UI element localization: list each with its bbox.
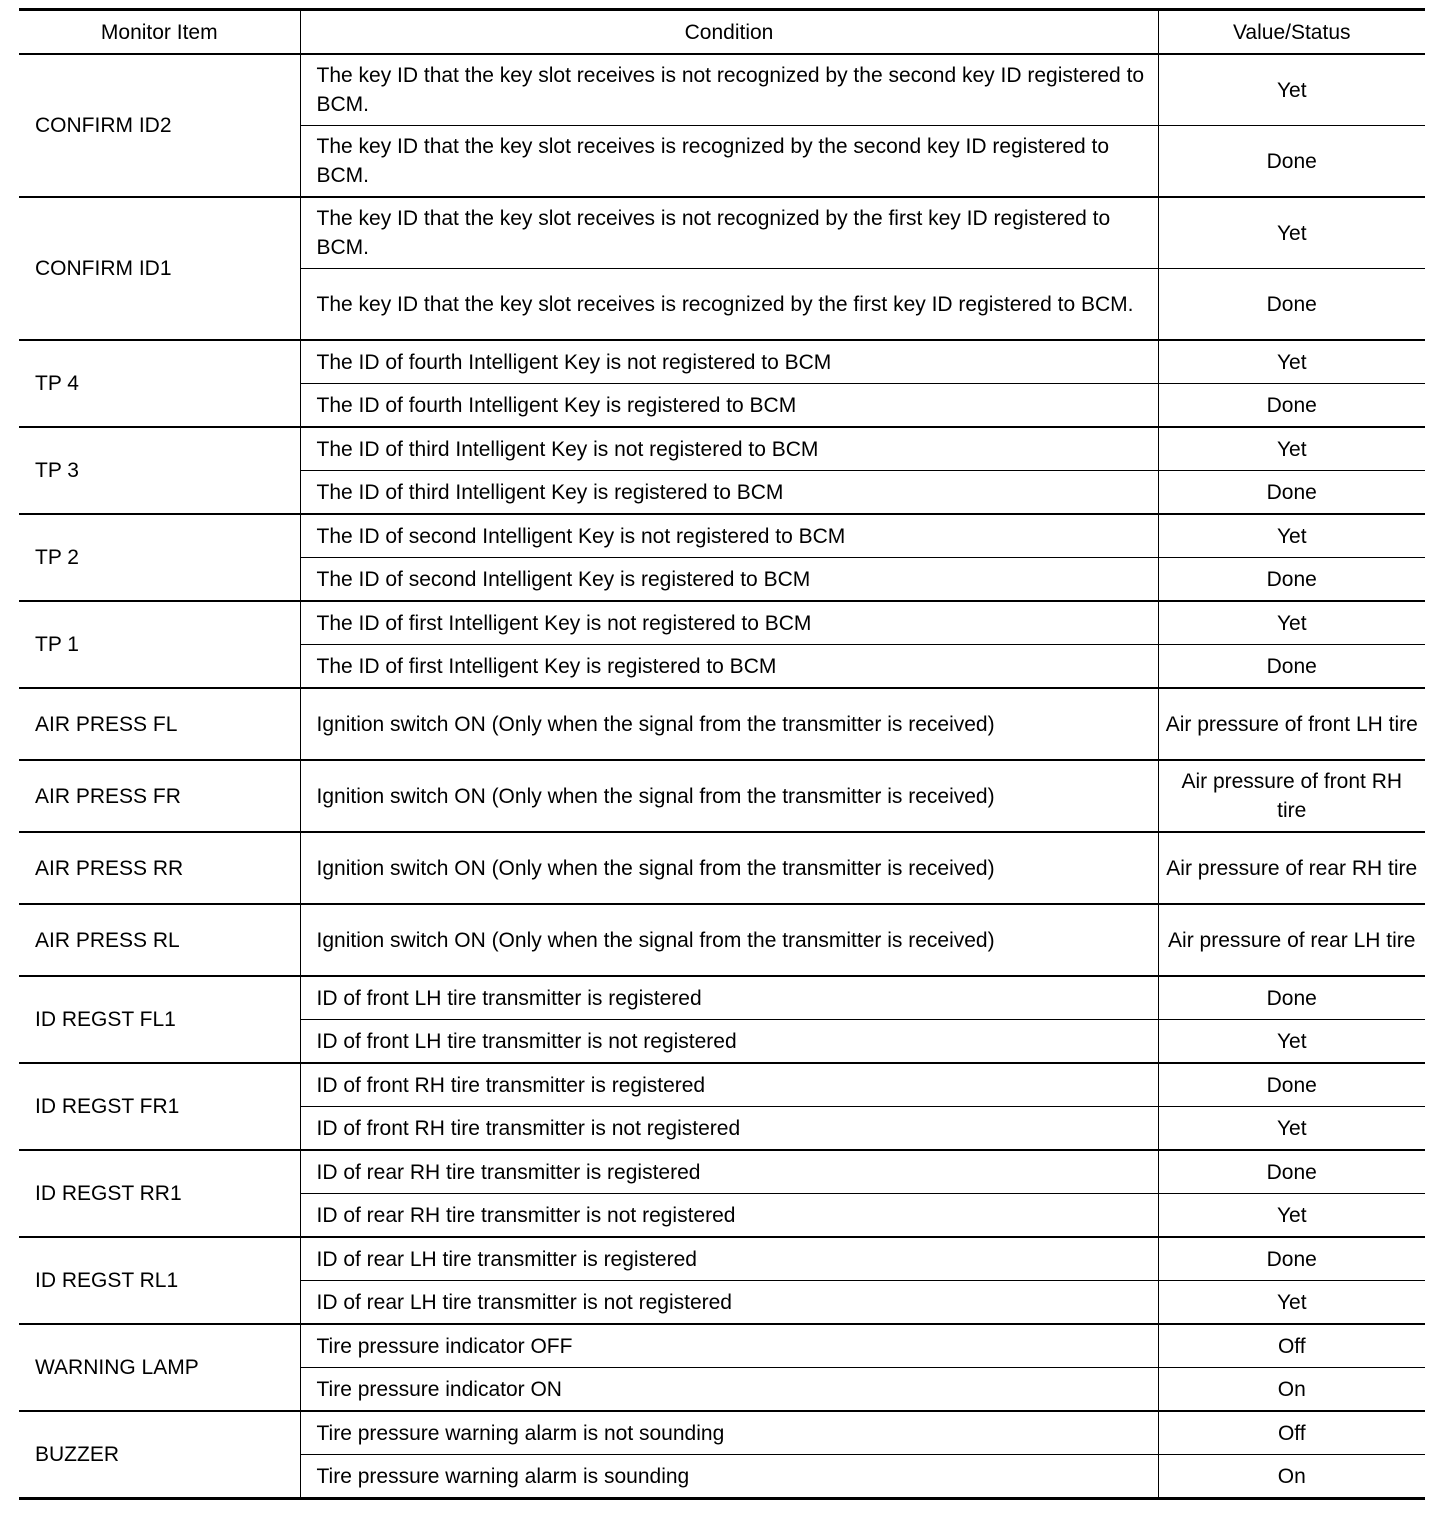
table-row [19,904,1425,976]
condition-cell: ID of front RH tire transmitter is not registered [300,1107,1158,1151]
value-status-cell: Yet [1158,340,1425,384]
condition-cell: The key ID that the key slot receives is not recognized by the second key ID registered to BCM. [300,54,1158,126]
condition-cell: ID of front LH tire transmitter is registered [300,976,1158,1020]
table-row [19,760,1425,832]
condition-cell: Tire pressure warning alarm is sounding [300,1455,1158,1499]
value-status-cell: On [1158,1368,1425,1412]
value-status-cell: Yet [1158,601,1425,645]
value-status-cell: Yet [1158,54,1425,126]
monitor-item-cell: ID REGST RR1 [19,1150,300,1237]
value-status-cell: Yet [1158,514,1425,558]
table-body [19,54,1425,1499]
table-row [19,1411,1425,1455]
monitor-item-cell: TP 1 [19,601,300,688]
monitor-item-cell: ID REGST FL1 [19,976,300,1063]
value-status-cell: Off [1158,1411,1425,1455]
condition-cell: ID of rear LH tire transmitter is not registered [300,1281,1158,1325]
table-row [19,340,1425,384]
condition-cell: The ID of fourth Intelligent Key is registered to BCM [300,384,1158,428]
condition-cell: Tire pressure warning alarm is not sounding [300,1411,1158,1455]
table-header [19,10,1425,55]
condition-cell: ID of rear RH tire transmitter is not registered [300,1194,1158,1238]
monitor-item-cell: CONFIRM ID1 [19,197,300,340]
condition-cell: The ID of first Intelligent Key is registered to BCM [300,645,1158,689]
monitor-item-cell: BUZZER [19,1411,300,1499]
value-status-cell: Air pressure of rear LH tire [1158,904,1425,976]
value-status-cell: Yet [1158,427,1425,471]
condition-cell: The ID of first Intelligent Key is not registered to BCM [300,601,1158,645]
table-row [19,1237,1425,1281]
table-row [19,1324,1425,1368]
condition-cell: The key ID that the key slot receives is not recognized by the first key ID registered to BCM. [300,197,1158,269]
condition-cell: ID of front LH tire transmitter is not registered [300,1020,1158,1064]
value-status-cell: Done [1158,384,1425,428]
value-status-cell: Air pressure of front LH tire [1158,688,1425,760]
value-status-cell: Done [1158,471,1425,515]
condition-cell: The ID of third Intelligent Key is registered to BCM [300,471,1158,515]
condition-cell: The key ID that the key slot receives is recognized by the second key ID registered to BCM. [300,126,1158,198]
monitor-item-cell: ID REGST FR1 [19,1063,300,1150]
table-row [19,427,1425,471]
value-status-cell: Off [1158,1324,1425,1368]
condition-cell: ID of front RH tire transmitter is registered [300,1063,1158,1107]
table-row [19,514,1425,558]
header-value-status: Value/Status [1158,10,1425,55]
value-status-cell: On [1158,1455,1425,1499]
value-status-cell: Air pressure of front RH tire [1158,760,1425,832]
table-row [19,688,1425,760]
monitor-item-cell: ID REGST RL1 [19,1237,300,1324]
condition-cell: The ID of fourth Intelligent Key is not registered to BCM [300,340,1158,384]
value-status-cell: Done [1158,1237,1425,1281]
condition-cell: Tire pressure indicator OFF [300,1324,1158,1368]
monitor-item-cell: AIR PRESS RR [19,832,300,904]
monitor-item-cell: TP 3 [19,427,300,514]
condition-cell: The ID of second Intelligent Key is not registered to BCM [300,514,1158,558]
value-status-cell: Yet [1158,1020,1425,1064]
monitor-item-cell: CONFIRM ID2 [19,54,300,197]
table-row [19,601,1425,645]
monitor-item-cell: TP 2 [19,514,300,601]
value-status-cell: Done [1158,126,1425,198]
value-status-cell: Air pressure of rear RH tire [1158,832,1425,904]
monitor-item-cell: WARNING LAMP [19,1324,300,1411]
condition-cell: ID of rear RH tire transmitter is registered [300,1150,1158,1194]
table-row [19,54,1425,126]
monitor-item-cell: AIR PRESS FR [19,760,300,832]
monitor-item-table [19,8,1425,1500]
condition-cell: Tire pressure indicator ON [300,1368,1158,1412]
condition-cell: Ignition switch ON (Only when the signal from the transmitter is received) [300,688,1158,760]
monitor-item-cell: AIR PRESS RL [19,904,300,976]
table-row [19,832,1425,904]
table-row [19,976,1425,1020]
value-status-cell: Done [1158,1063,1425,1107]
header-monitor-item: Monitor Item [19,10,300,55]
value-status-cell: Done [1158,976,1425,1020]
value-status-cell: Yet [1158,1281,1425,1325]
value-status-cell: Yet [1158,1107,1425,1151]
condition-cell: The ID of third Intelligent Key is not registered to BCM [300,427,1158,471]
monitor-item-cell: AIR PRESS FL [19,688,300,760]
condition-cell: Ignition switch ON (Only when the signal from the transmitter is received) [300,760,1158,832]
value-status-cell: Done [1158,1150,1425,1194]
condition-cell: The key ID that the key slot receives is recognized by the first key ID registered to BCM. [300,269,1158,341]
table-row [19,1150,1425,1194]
condition-cell: The ID of second Intelligent Key is registered to BCM [300,558,1158,602]
monitor-item-cell: TP 4 [19,340,300,427]
value-status-cell: Yet [1158,197,1425,269]
table-row [19,197,1425,269]
header-condition: Condition [300,10,1158,55]
condition-cell: Ignition switch ON (Only when the signal from the transmitter is received) [300,832,1158,904]
condition-cell: Ignition switch ON (Only when the signal from the transmitter is received) [300,904,1158,976]
value-status-cell: Done [1158,645,1425,689]
table-row [19,1063,1425,1107]
condition-cell: ID of rear LH tire transmitter is registered [300,1237,1158,1281]
value-status-cell: Done [1158,269,1425,341]
value-status-cell: Done [1158,558,1425,602]
header-row [19,10,1425,55]
value-status-cell: Yet [1158,1194,1425,1238]
